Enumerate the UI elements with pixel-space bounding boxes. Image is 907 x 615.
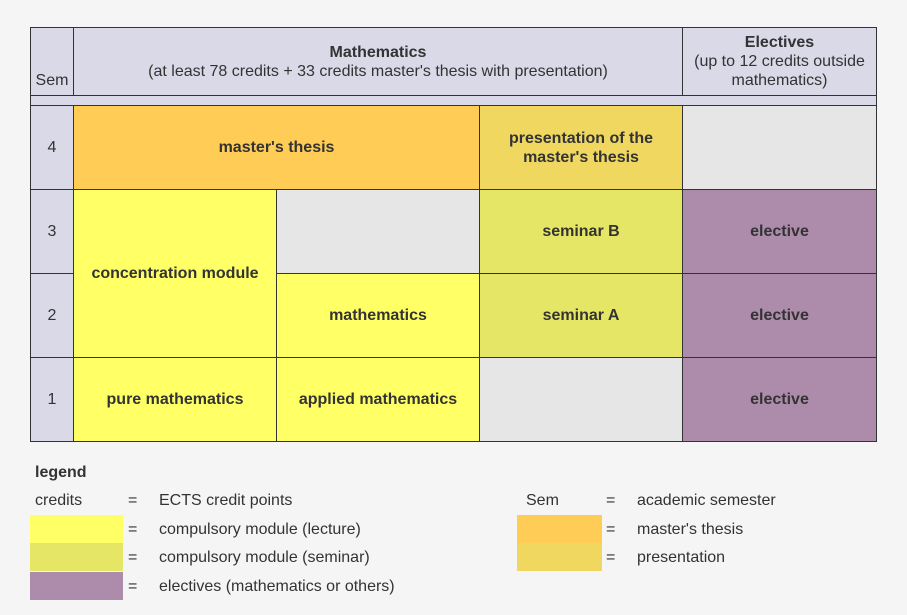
semester-2-label: 2 — [30, 273, 74, 358]
masters-thesis-module: master's thesis — [73, 105, 480, 190]
concentration-module: concentration module — [73, 189, 277, 358]
sem-header-label: Sem — [35, 72, 69, 89]
thesis-color-swatch — [517, 515, 602, 543]
empty-cell-sem1 — [479, 357, 683, 442]
legend-equals: = — [128, 492, 138, 509]
presentation-module: presentation of the master's thesis — [479, 105, 683, 190]
semester-1-label: 1 — [30, 357, 74, 442]
legend-lecture-value: compulsory module (lecture) — [159, 521, 361, 538]
seminar-color-swatch — [30, 543, 123, 571]
mathematics-header-title: Mathematics — [329, 43, 427, 61]
legend-sem-value: academic semester — [637, 492, 776, 509]
applied-mathematics-module: applied mathematics — [276, 357, 480, 442]
electives-header-title: Electives — [744, 34, 815, 51]
electives-header-subtitle: (up to 12 credits outside mathematics) — [694, 53, 865, 89]
legend-equals: = — [128, 578, 138, 595]
elective-color-swatch — [30, 572, 123, 600]
legend-title: legend — [35, 464, 87, 481]
legend-equals: = — [606, 549, 616, 566]
electives-header — [682, 27, 877, 96]
mathematics-header-subtitle: (at least 78 credits + 33 credits master's thesis with presentation) — [148, 62, 608, 80]
legend-presentation-value: presentation — [637, 549, 726, 566]
legend-credits-key: credits — [35, 492, 83, 509]
mathematics-module: mathematics — [276, 273, 480, 358]
legend-equals: = — [128, 521, 138, 538]
semester-3-label: 3 — [30, 189, 74, 274]
elective-module-sem1: elective — [682, 357, 877, 442]
semester-4-label: 4 — [30, 105, 74, 190]
empty-cell-sem3 — [276, 189, 480, 274]
legend-equals: = — [606, 492, 616, 509]
mathematics-header — [73, 27, 683, 96]
empty-cell-sem4-electives — [682, 105, 877, 190]
presentation-color-swatch — [517, 543, 602, 571]
seminar-b-module: seminar B — [479, 189, 683, 274]
legend-seminar-value: compulsory module (seminar) — [159, 549, 370, 566]
study-plan-table — [30, 27, 877, 442]
elective-module-sem2: elective — [682, 273, 877, 358]
legend-equals: = — [606, 521, 616, 538]
sem-header — [30, 27, 74, 96]
legend-elective-value: electives (mathematics or others) — [159, 578, 395, 595]
seminar-a-module: seminar A — [479, 273, 683, 358]
legend-thesis-value: master's thesis — [637, 521, 744, 538]
lecture-color-swatch — [30, 515, 123, 543]
legend-equals: = — [128, 549, 138, 566]
elective-module-sem3: elective — [682, 189, 877, 274]
legend-credits-value: ECTS credit points — [159, 492, 293, 509]
legend-sem-key: Sem — [526, 492, 559, 509]
pure-mathematics-module: pure mathematics — [73, 357, 277, 442]
